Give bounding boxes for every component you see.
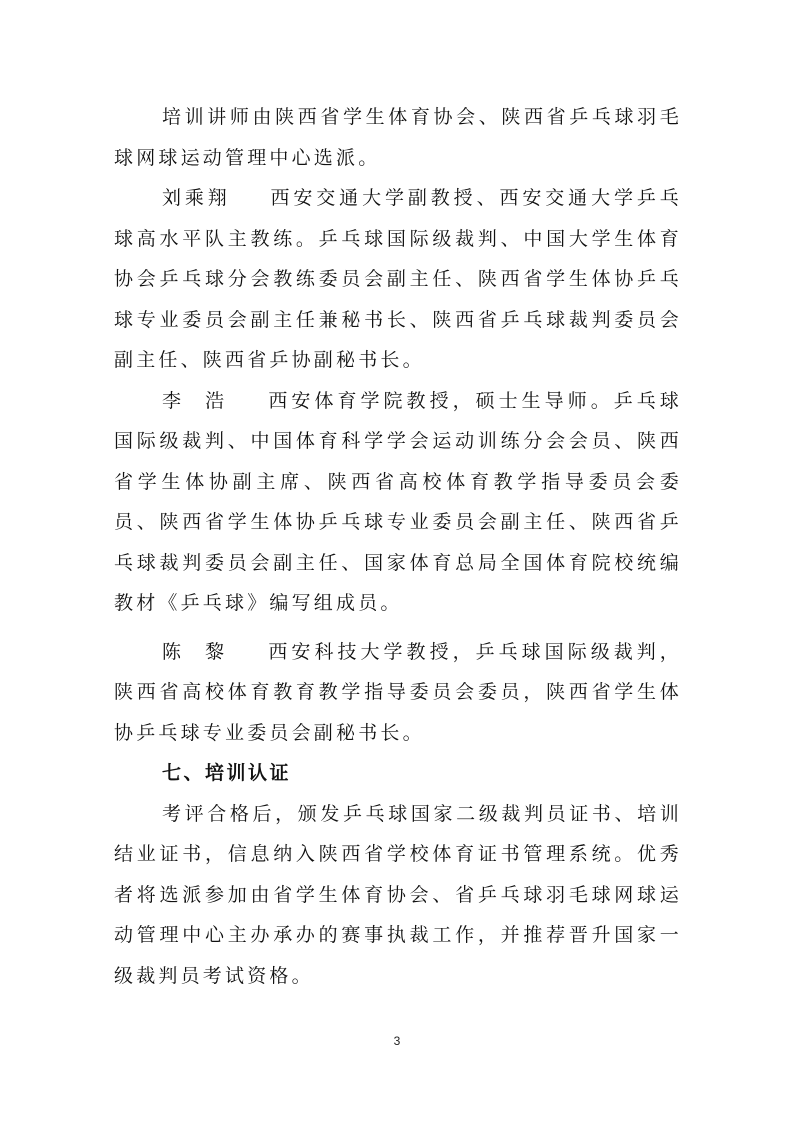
paragraph-certification: 考评合格后，颁发乒乓球国家二级裁判员证书、培训结业证书，信息纳入陕西省学校体育证书管理系统。优秀者将选派参加由省学生体育协会、省乒乓球羽毛球网球运动管理中心主办承办的赛事执裁工作，并推荐晋升国家一级裁判员考试资格。 (114, 802, 682, 987)
page-number: 3 (393, 1034, 401, 1048)
paragraph-lecturer-li: 李 浩 西安体育学院教授，硕士生导师。乒乓球国际级裁判、中国体育科学学会运动训练分会会员、陕西省学生体协副主席、陕西省高校体育教学指导委员会委员、陕西省学生体协乒乓球专业委员会副主任、陕西省乒乓球裁判委员会副主任、国家体育总局全国体育院校统编教材《乒乓球》编写组成员。 (114, 389, 682, 614)
document-body (114, 97, 682, 996)
paragraph-lecturer-liu: 刘乘翔 西安交通大学副教授、西安交通大学乒乓球高水平队主教练。乒乓球国际级裁判、中国大学生体育协会乒乓球分会教练委员会副主任、陕西省学生体协乒乓球专业委员会副主任兼秘书长、陕西省乒乓球裁判委员会副主任、陕西省乒协副秘书长。 (114, 187, 682, 371)
section-heading-certification: 七、培训认证 (162, 762, 292, 784)
paragraph-lecturer-chen: 陈 黎 西安科技大学教授，乒乓球国际级裁判，陕西省高校体育教育教学指导委员会委员，陕西省学生体协乒乓球专业委员会副秘书长。 (114, 640, 682, 744)
paragraph-trainer-source: 培训讲师由陕西省学生体育协会、陕西省乒乓球羽毛球网球运动管理中心选派。 (114, 106, 682, 169)
